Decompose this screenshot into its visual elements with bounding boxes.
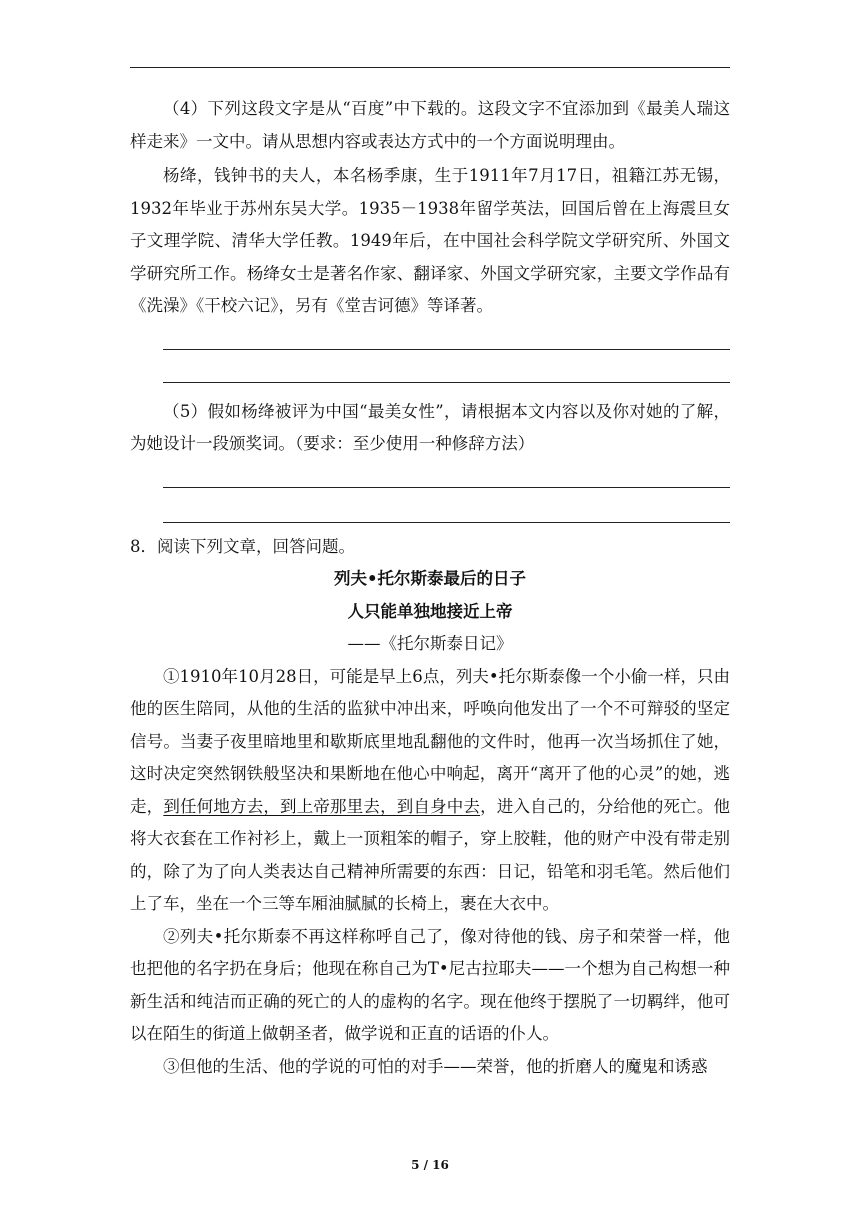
paragraph-1-text-a: ①1910年10月28日，可能是早上6点，列夫•托尔斯泰像一个小偷一样，只由他的医生陪同，从他的生活的监狱中冲出来，呼唤向他发出了一个不可辩驳的坚定信号。当妻子夜里暗地里和歇斯底里地乱翻他的文件时，他再一次当场抓住了她，这时决定突然钢铁般坚决和果断地在他心中响起，离开“离开了他的心灵”的她，逃走，	[130, 666, 730, 816]
answer-line[interactable]	[163, 382, 730, 383]
question-4-passage: 杨绛，钱钟书的夫人，本名杨季康，生于1911年7月17日，祖籍江苏无锡，1932年毕业于苏州东吴大学。1935－1938年留学英法，回国后曾在上海震旦女子文理学院、清华大学任教。1949年后，在中国社会科学院文学研究所、外国文学研究所工作。杨绛女士是著名作家、翻译家、外国文学研究家，主要文学作品有《洗澡》《干校六记》，另有《堂吉诃德》等译著。	[130, 166, 730, 315]
article-title: 列夫•托尔斯泰最后的日子	[333, 569, 527, 588]
page-number: 5 / 16	[411, 1158, 449, 1172]
question-5-prompt: （5）假如杨绛被评为中国“最美女性”，请根据本文内容以及你对她的了解，为她设计一段颁奖词。（要求：至少使用一种修辞方法）	[130, 401, 730, 453]
paragraph-2: ②列夫•托尔斯泰不再这样称呼自己了，像对待他的钱、房子和荣誉一样，他也把他的名字扔在身后；他现在称自己为T•尼古拉耶夫——一个想为自己构想一种新生活和纯洁而正确的死亡的人的虚构的名字。现在他终于摆脱了一切羁绊，他可以在陌生的街道上做朝圣者，做学说和正直的话语的仆人。	[130, 926, 730, 1043]
paragraph-3: ③但他的生活、他的学说的可怕的对手——荣誉，他的折磨人的魔鬼和诱惑	[163, 1056, 708, 1076]
answer-line[interactable]	[163, 522, 730, 523]
header-rule	[130, 67, 730, 68]
answer-line[interactable]	[163, 349, 730, 350]
article-epigraph: 人只能单独地接近上帝	[347, 601, 513, 621]
answer-line[interactable]	[163, 487, 730, 488]
underlined-phrase: 到任何地方去，到上帝那里去，到自身中去	[163, 796, 481, 816]
paragraph-1-text-b: ，进入自己的，分给他的死亡。他将大衣套在工作衬衫上，戴上一顶粗笨的帽子，穿上胶鞋，他的财产中没有带走别的，除了为了向人类表达自己精神所需要的东西：日记，铅笔和羽毛笔。然后他们上了车，坐在一个三等车厢油腻腻的长椅上，裹在大衣中。	[130, 796, 731, 913]
paragraph-1	[130, 661, 730, 921]
page-content	[130, 93, 730, 1083]
question-4-prompt: （4）下列这段文字是从“百度”中下载的。这段文字不宜添加到《最美人瑞这样走来》一文中。请从思想内容或表达方式中的一个方面说明理由。	[130, 99, 730, 151]
epigraph-source: ——《托尔斯泰日记》	[347, 634, 513, 653]
question-8-intro: 8．阅读下列文章，回答问题。	[130, 536, 355, 556]
